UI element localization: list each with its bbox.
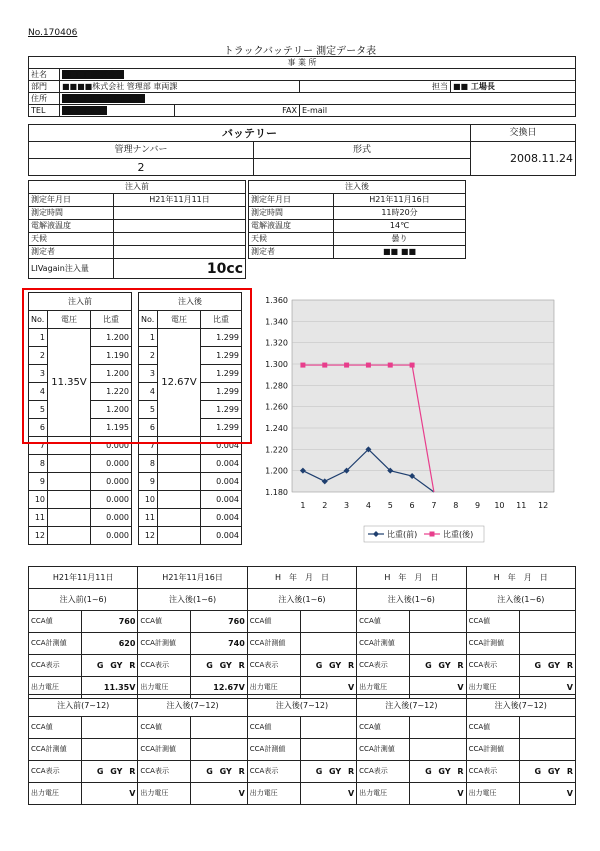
highlight-box (22, 288, 252, 444)
cells-after-sg-value: 0.004 (201, 437, 242, 455)
x-tick-label: 1 (300, 501, 306, 510)
document-number: No.170406 (28, 28, 78, 38)
bottom-label-out-v: 出力電圧 (357, 677, 410, 699)
bottom-table-7-12 (28, 694, 576, 805)
bottom-label-cca-meas: CCA計測値 (466, 739, 519, 761)
y-tick-label: 1.300 (265, 360, 288, 369)
bottom-label-cca-disp: CCA表示 (29, 761, 82, 783)
after-person-value: ■■ ■■ (334, 246, 466, 259)
before-measurement-table (28, 180, 246, 279)
bottom-unit-v: V (410, 677, 466, 699)
bottom-label-out-v: 出力電圧 (357, 783, 410, 805)
after-temp-label: 電解液温度 (249, 220, 334, 233)
bottom-label-cca-meas: CCA計測値 (247, 739, 300, 761)
after-temp-value: 14℃ (334, 220, 466, 233)
after-weather-value: 曇り (334, 233, 466, 246)
cells-after-sg-value: 1.299 (201, 347, 242, 365)
legend-label-before: 比重(前) (387, 530, 418, 539)
x-tick-label: 5 (387, 501, 393, 510)
data-point-after (366, 363, 371, 368)
department-label: 部門 (29, 81, 60, 93)
x-tick-label: 6 (409, 501, 415, 510)
y-tick-label: 1.200 (265, 466, 288, 476)
cells-after-row-no: 9 (139, 473, 158, 491)
bottom-block-header: 注入前(7~12) (29, 695, 138, 717)
cells-before-voltage-empty (48, 491, 91, 509)
cells-after-header: 注入後 (139, 293, 242, 311)
tel-label: TEL (29, 105, 60, 117)
cells-before-voltage-empty (48, 509, 91, 527)
bottom-label-cca-meas: CCA計測値 (29, 739, 82, 761)
x-tick-label: 12 (537, 501, 549, 510)
cells-before-voltage-empty (48, 455, 91, 473)
email-label: E-mail (300, 105, 576, 117)
bottom-label-cca: CCA値 (138, 717, 191, 739)
bottom-value-empty (519, 633, 575, 655)
before-temp-label: 電解液温度 (29, 220, 114, 233)
bottom-label-cca-meas: CCA計測値 (466, 633, 519, 655)
battery-header: バッテリー (29, 125, 471, 142)
cells-before-row-no: 4 (29, 383, 48, 401)
bottom-label-cca-disp: CCA表示 (138, 761, 191, 783)
cells-after-sg-value: 1.299 (201, 383, 242, 401)
cells-after-row-no: 4 (139, 383, 158, 401)
bottom-gyr: G GY R (82, 655, 138, 677)
model-value (254, 159, 471, 176)
data-point-after (300, 363, 305, 368)
office-table (28, 56, 576, 117)
bottom-label-cca-disp: CCA表示 (247, 761, 300, 783)
before-person-value (114, 246, 246, 259)
bottom-value-empty (191, 717, 247, 739)
cells-after-row-no: 3 (139, 365, 158, 383)
cells-before-col-no: No. (29, 311, 48, 329)
cells-after-sg-value: 0.004 (201, 527, 242, 545)
bottom-unit-v: V (191, 783, 247, 805)
before-date-label: 測定年月日 (29, 194, 114, 207)
bottom-value-cca: 760 (82, 611, 138, 633)
bottom-gyr: G GY R (300, 761, 356, 783)
cells-before-row-no: 8 (29, 455, 48, 473)
data-point-after (388, 363, 393, 368)
cells-after-sg-value: 0.004 (201, 491, 242, 509)
cells-before-sg-value: 0.000 (91, 473, 132, 491)
cells-before-sg-value: 1.220 (91, 383, 132, 401)
bottom-gyr: G GY R (82, 761, 138, 783)
after-measurement-table (248, 180, 466, 259)
bottom-value-cca-meas: 740 (191, 633, 247, 655)
cells-before-sg-value: 1.200 (91, 329, 132, 347)
bottom-date: H21年11月16日 (138, 567, 247, 589)
legend-marker-after (430, 532, 435, 537)
after-header: 注入後 (249, 181, 466, 194)
bottom-value-empty (410, 611, 466, 633)
cells-after-col-no: No. (139, 311, 158, 329)
cells-before-col-sg: 比重 (91, 311, 132, 329)
company-label: 社名 (29, 69, 60, 81)
before-header: 注入前 (29, 181, 246, 194)
bottom-date: H 年 月 日 (357, 567, 466, 589)
x-tick-label: 2 (322, 501, 328, 510)
cells-after-row-no: 6 (139, 419, 158, 437)
bottom-gyr: G GY R (519, 761, 575, 783)
cells-after-row-no: 11 (139, 509, 158, 527)
cells-before-row-no: 9 (29, 473, 48, 491)
bottom-value-empty (82, 739, 138, 761)
bottom-label-cca: CCA値 (138, 611, 191, 633)
exchange-label: 交換日 (471, 125, 576, 142)
bottom-label-cca: CCA値 (29, 717, 82, 739)
bottom-block-header: 注入前(1~6) (29, 589, 138, 611)
bottom-value-empty (519, 717, 575, 739)
bottom-unit-v: V (519, 677, 575, 699)
bottom-gyr: G GY R (410, 761, 466, 783)
cells-after-row-no: 12 (139, 527, 158, 545)
bottom-block-header: 注入後(1~6) (247, 589, 356, 611)
x-tick-label: 4 (365, 501, 371, 510)
address-value: ■■■■■■■■■■■ (60, 93, 576, 105)
y-tick-label: 1.340 (265, 317, 288, 327)
data-point-after (322, 363, 327, 368)
bottom-label-cca-disp: CCA表示 (138, 655, 191, 677)
management-number-label: 管理ナンバー (29, 142, 254, 159)
bottom-label-cca-disp: CCA表示 (466, 761, 519, 783)
x-tick-label: 9 (475, 501, 481, 510)
y-tick-label: 1.360 (265, 296, 288, 305)
bottom-label-out-v: 出力電圧 (138, 783, 191, 805)
cells-after-row-no: 5 (139, 401, 158, 419)
before-weather-value (114, 233, 246, 246)
cells-before-row-no: 7 (29, 437, 48, 455)
data-point-after (344, 363, 349, 368)
cells-before-row-no: 5 (29, 401, 48, 419)
fax-label: FAX (175, 105, 300, 117)
y-tick-label: 1.260 (265, 402, 288, 412)
bottom-label-cca-meas: CCA計測値 (357, 739, 410, 761)
cells-after-col-voltage: 電圧 (158, 311, 201, 329)
specific-gravity-chart (254, 290, 574, 550)
cells-before-row-no: 1 (29, 329, 48, 347)
bottom-label-cca-disp: CCA表示 (466, 655, 519, 677)
cells-before-header: 注入前 (29, 293, 132, 311)
management-number-value: 2 (29, 159, 254, 176)
bottom-gyr: G GY R (191, 655, 247, 677)
bottom-label-cca: CCA値 (466, 611, 519, 633)
cells-after-row-no: 2 (139, 347, 158, 365)
bottom-label-out-v: 出力電圧 (247, 677, 300, 699)
cells-before-row-no: 3 (29, 365, 48, 383)
bottom-value-empty (300, 739, 356, 761)
bottom-label-out-v: 出力電圧 (29, 677, 82, 699)
cells-after-voltage: 12.67V (158, 329, 201, 437)
cells-before-row-no: 2 (29, 347, 48, 365)
bottom-unit-v: V (410, 783, 466, 805)
cells-after-sg-value: 0.004 (201, 455, 242, 473)
cells-before-sg-value: 0.000 (91, 509, 132, 527)
y-tick-label: 1.220 (265, 445, 288, 455)
bottom-value-empty (300, 633, 356, 655)
bottom-label-cca-disp: CCA表示 (357, 655, 410, 677)
x-tick-label: 7 (431, 501, 437, 510)
before-weather-label: 天候 (29, 233, 114, 246)
bottom-label-cca: CCA値 (466, 717, 519, 739)
x-tick-label: 3 (344, 501, 350, 510)
cells-before-voltage-empty (48, 473, 91, 491)
bottom-block-header: 注入後(7~12) (466, 695, 575, 717)
bottom-label-cca-meas: CCA計測値 (357, 633, 410, 655)
cells-before-sg-value: 1.200 (91, 365, 132, 383)
plot-area (292, 300, 554, 492)
y-tick-label: 1.180 (265, 488, 288, 497)
bottom-label-cca: CCA値 (357, 717, 410, 739)
tel-value: ■■■■■■ (60, 105, 175, 117)
cells-after-voltage-empty (158, 455, 201, 473)
before-temp-value (114, 220, 246, 233)
data-point-after (410, 363, 415, 368)
exchange-date: 2008.11.24 (471, 142, 576, 176)
cells-after-sg-value: 1.299 (201, 401, 242, 419)
office-header: 事 業 所 (29, 57, 576, 69)
cells-before-row-no: 6 (29, 419, 48, 437)
bottom-block-header: 注入後(7~12) (357, 695, 466, 717)
after-weather-label: 天候 (249, 233, 334, 246)
bottom-date: H21年11月11日 (29, 567, 138, 589)
bottom-label-cca-meas: CCA計測値 (29, 633, 82, 655)
cells-after-voltage-empty (158, 491, 201, 509)
bottom-label-cca: CCA値 (247, 611, 300, 633)
cells-before-sg-value: 0.000 (91, 455, 132, 473)
cells-after-voltage-empty (158, 509, 201, 527)
bottom-label-cca-meas: CCA計測値 (247, 633, 300, 655)
bottom-label-cca-disp: CCA表示 (357, 761, 410, 783)
before-time-value (114, 207, 246, 220)
bottom-unit-v: V (82, 783, 138, 805)
y-tick-label: 1.240 (265, 424, 288, 433)
bottom-value-empty (519, 611, 575, 633)
cells-before-voltage: 11.35V (48, 329, 91, 437)
after-time-value: 11時20分 (334, 207, 466, 220)
cells-after-row-no: 8 (139, 455, 158, 473)
cells-after-row-no: 10 (139, 491, 158, 509)
cells-after-sg-value: 0.004 (201, 509, 242, 527)
bottom-block-header: 注入後(7~12) (247, 695, 356, 717)
department-value: ■■■■株式会社 管理部 車両課 (60, 81, 300, 93)
bottom-label-out-v: 出力電圧 (29, 783, 82, 805)
bottom-unit-v: V (519, 783, 575, 805)
bottom-value-empty (82, 717, 138, 739)
bottom-label-cca-disp: CCA表示 (247, 655, 300, 677)
bottom-value-empty (410, 717, 466, 739)
bottom-label-cca: CCA値 (247, 717, 300, 739)
bottom-value-cca-meas: 620 (82, 633, 138, 655)
bottom-block-header: 注入後(7~12) (138, 695, 247, 717)
bottom-value-cca: 760 (191, 611, 247, 633)
y-tick-label: 1.280 (265, 381, 288, 391)
bottom-table-1-6 (28, 566, 576, 699)
y-tick-label: 1.320 (265, 338, 288, 348)
bottom-date: H 年 月 日 (247, 567, 356, 589)
bottom-label-cca: CCA値 (357, 611, 410, 633)
bottom-value-out-v: 11.35V (82, 677, 138, 699)
address-label: 住所 (29, 93, 60, 105)
cells-before-col-voltage: 電圧 (48, 311, 91, 329)
cells-after-col-sg: 比重 (201, 311, 242, 329)
cells-before-sg-value: 0.000 (91, 491, 132, 509)
after-date-value: H21年11月16日 (334, 194, 466, 207)
bottom-block-header: 注入後(1~6) (466, 589, 575, 611)
bottom-value-out-v: 12.67V (191, 677, 247, 699)
bottom-unit-v: V (300, 783, 356, 805)
cells-before-row-no: 12 (29, 527, 48, 545)
cells-after-sg-value: 1.299 (201, 419, 242, 437)
x-tick-label: 11 (516, 501, 527, 510)
bottom-value-empty (300, 717, 356, 739)
bottom-label-cca-meas: CCA計測値 (138, 633, 191, 655)
cells-before-voltage-empty (48, 527, 91, 545)
cells-after-row-no: 7 (139, 437, 158, 455)
inject-amount-label: LIVagain注入量 (29, 259, 114, 279)
bottom-value-empty (191, 739, 247, 761)
before-time-label: 測定時間 (29, 207, 114, 220)
cells-after-sg-value: 0.004 (201, 473, 242, 491)
cells-after-row-no: 1 (139, 329, 158, 347)
person-value: ■■ 工場長 (451, 81, 576, 93)
before-person-label: 測定者 (29, 246, 114, 259)
cells-after-voltage-empty (158, 527, 201, 545)
person-label: 担当 (300, 81, 451, 93)
bottom-label-out-v: 出力電圧 (138, 677, 191, 699)
cells-after-sg-value: 1.299 (201, 329, 242, 347)
model-label: 形式 (254, 142, 471, 159)
bottom-label-out-v: 出力電圧 (466, 677, 519, 699)
bottom-gyr: G GY R (410, 655, 466, 677)
bottom-block-header: 注入後(1~6) (138, 589, 247, 611)
cells-before-sg-value: 0.000 (91, 527, 132, 545)
bottom-value-empty (410, 633, 466, 655)
bottom-value-empty (300, 611, 356, 633)
cells-before-sg-value: 1.200 (91, 401, 132, 419)
bottom-label-cca-disp: CCA表示 (29, 655, 82, 677)
after-time-label: 測定時間 (249, 207, 334, 220)
bottom-label-out-v: 出力電圧 (466, 783, 519, 805)
cells-before-sg-value: 1.195 (91, 419, 132, 437)
bottom-value-empty (519, 739, 575, 761)
cells-before-sg-value: 0.000 (91, 437, 132, 455)
bottom-unit-v: V (300, 677, 356, 699)
x-tick-label: 8 (453, 501, 459, 510)
cells-after-sg-value: 1.299 (201, 365, 242, 383)
bottom-gyr: G GY R (519, 655, 575, 677)
battery-table (28, 124, 576, 176)
x-tick-label: 10 (494, 501, 505, 510)
bottom-gyr: G GY R (300, 655, 356, 677)
cells-before-row-no: 11 (29, 509, 48, 527)
page-title: トラックバッテリー 測定データ表 (223, 46, 377, 57)
bottom-gyr: G GY R (191, 761, 247, 783)
bottom-date: H 年 月 日 (466, 567, 575, 589)
bottom-block-header: 注入後(1~6) (357, 589, 466, 611)
bottom-label-cca-meas: CCA計測値 (138, 739, 191, 761)
after-date-label: 測定年月日 (249, 194, 334, 207)
company-value: ■■■■株式会社 (60, 69, 576, 81)
cells-before-sg-value: 1.190 (91, 347, 132, 365)
inject-amount-value: 10cc (114, 259, 246, 279)
legend-label-after: 比重(後) (443, 530, 474, 539)
after-person-label: 測定者 (249, 246, 334, 259)
before-date-value: H21年11月11日 (114, 194, 246, 207)
cells-before-row-no: 10 (29, 491, 48, 509)
bottom-label-cca: CCA値 (29, 611, 82, 633)
bottom-label-out-v: 出力電圧 (247, 783, 300, 805)
cells-after-voltage-empty (158, 473, 201, 491)
bottom-value-empty (410, 739, 466, 761)
